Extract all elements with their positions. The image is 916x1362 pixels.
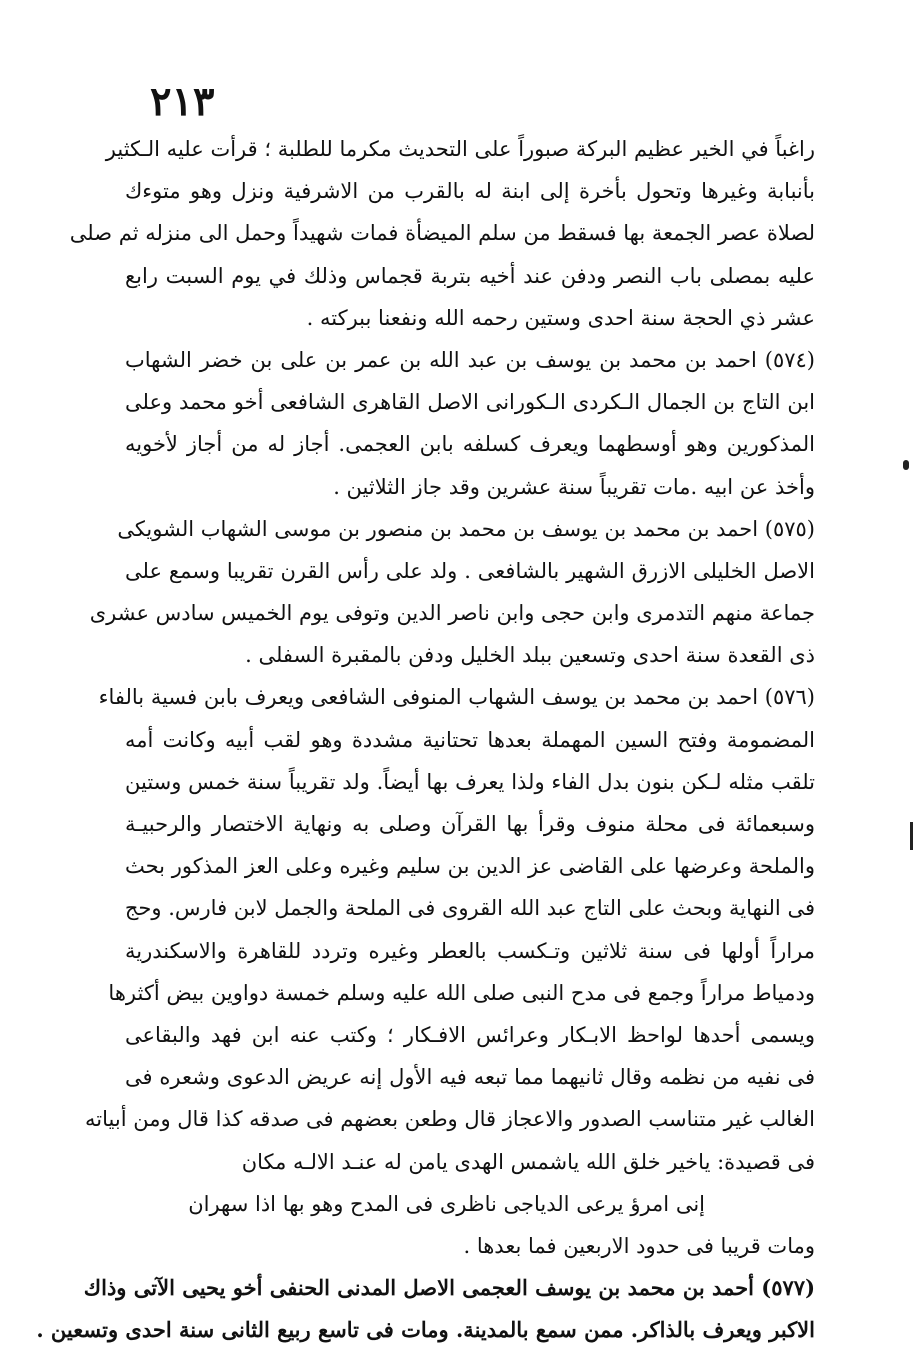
text-line: عشر ذي الحجة سنة احدى وستين رحمه الله ونفعنا ببركته . [306, 305, 815, 330]
text-line: بأنبابة وغيرها وتحول بأخرة إلى ابنة له بالقرب من الاشرفية ونزل وهو متوءك [125, 179, 815, 204]
text-line: ومات قريبا فى حدود الاربعين فما بعدها . [463, 1233, 815, 1258]
entry-575-heading: (٥٧٥) احمد بن محمد بن يوسف بن محمد بن منصور بن موسى الشهاب الشويكى [117, 516, 815, 541]
text-line: لصلاة عصر الجمعة بها فسقط من سلم الميضأة فمات شهيداً وحمل الى منزله ثم صلى [69, 221, 815, 246]
verse-line-1: فى قصيدة: ياخير خلق الله ياشمس الهدى يامن له عنـد الالـه مكان [241, 1149, 815, 1174]
text-line: الاصل الخليلى الازرق الشهير بالشافعى . ولد على رأس القرن تقريبا وسمع على [125, 558, 815, 583]
text-line: وأخذ عن ابيه .مات تقريباً سنة عشرين وقد جاز الثلاثين . [333, 474, 815, 499]
text-line: جماعة منهم التدمرى وابن حجى وابن ناصر الدين وتوفى يوم الخميس سادس عشرى [89, 601, 815, 626]
text-line: المذكورين وهو أوسطهما ويعرف كسلفه بابن العجمى. أجاز له من أجاز لأخويه [125, 432, 815, 457]
entry-574-heading: (٥٧٤) احمد بن محمد بن يوسف بن عبد الله بن عمر بن على بن خضر الشهاب [125, 347, 815, 372]
page-body [36, 128, 815, 1351]
text-line: تلقب مثله لـكن بنون بدل الفاء ولذا يعرف بها أيضاً. ولد تقريباً سنة خمس وستين [125, 769, 815, 794]
verse-line-2: إنى امرؤ يرعى الدياجى ناظرى فى المدح وهو بها اذا سهران [188, 1191, 705, 1216]
margin-ink-mark [903, 460, 909, 470]
text-line: الاكبر ويعرف بالذاكر. ممن سمع بالمدينة. ومات فى تاسع ربيع الثانى سنة احدى وتسعين . [36, 1317, 815, 1343]
text-line: ذى القعدة سنة احدى وتسعين ببلد الخليل ودفن بالمقبرة السفلى . [245, 643, 815, 668]
text-line: ودمياط مراراً وجمع فى مدح النبى صلى الله عليه وسلم خمسة دواوين بيض أكثرها [108, 980, 815, 1005]
text-line: مراراً أولها فى سنة ثلاثين وتـكسب بالعطر وغيره وتردد للقاهرة والاسكندرية [125, 938, 815, 963]
text-line: عليه بمصلى باب النصر ودفن عند أخيه بتربة قجماس وذلك في يوم السبت رابع [125, 263, 815, 288]
text-line: راغباً في الخير عظيم البركة صبوراً على التحديث مكرما للطلبة ؛ قرأت عليه الـكثير [105, 137, 815, 161]
text-line: المضمومة وفتح السين المهملة بعدها تحتانية مشددة وهو لقب أبيه وكانت أمه [125, 727, 815, 752]
text-line: ابن التاج بن الجمال الـكردى الـكورانى الاصل القاهرى الشافعى أخو محمد وعلى [125, 390, 815, 415]
text-line: فى نفيه من نظمه وقال ثانيهما مما تبعه فيه الأول إنه عريض الدعوى وشعره فى [125, 1065, 815, 1090]
margin-ink-mark [910, 822, 913, 850]
text-line: الغالب غير متناسب الصدور والاعجاز قال وطعن بعضهم فى صدقه كذا قال ومن أبياته [85, 1107, 815, 1132]
entry-577-heading: (٥٧٧) أحمد بن محمد بن يوسف العجمى الاصل المدنى الحنفى أخو يحيى الآتى وذاك [83, 1275, 815, 1301]
entry-576-heading: (٥٧٦) احمد بن محمد بن يوسف الشهاب المنوفى الشافعى ويعرف بابن فسية بالفاء [98, 685, 815, 710]
text-line: فى النهاية وبحث على التاج عبد الله القروى فى الملحة والجمل لابن فارس. وحج [124, 896, 815, 921]
text-line: والملحة وعرضها على القاضى عز الدين بن سليم وغيره وعلى العز المذكور بحث [125, 854, 815, 879]
text-line: وسبعمائة فى محلة منوف وقرأ بها القرآن وصلى به ونهاية الاختصار والرحبيـة [125, 812, 815, 836]
text-line: ويسمى أحدها لواحظ الابـكار وعرائس الافـكار ؛ وكتب عنه ابن فهد والبقاعى [125, 1022, 815, 1047]
page-number: ٢١٣ [150, 78, 215, 125]
